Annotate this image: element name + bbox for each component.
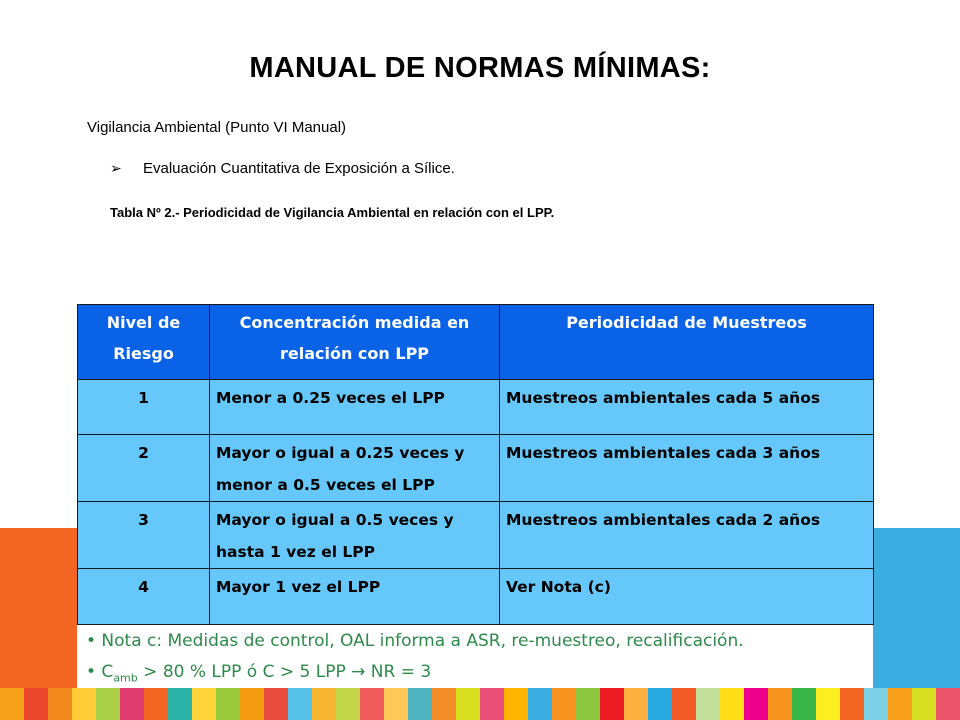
color-stripe xyxy=(192,688,216,720)
color-stripe xyxy=(336,688,360,720)
color-stripe xyxy=(744,688,768,720)
table-row xyxy=(78,502,874,569)
color-stripe xyxy=(552,688,576,720)
color-stripe xyxy=(576,688,600,720)
color-stripe xyxy=(888,688,912,720)
color-stripe xyxy=(384,688,408,720)
color-stripes-footer xyxy=(0,688,960,720)
color-stripe xyxy=(672,688,696,720)
color-stripe xyxy=(264,688,288,720)
arrow-bullet-icon: ➢ xyxy=(110,160,122,176)
note-camb-prefix: • C xyxy=(86,662,114,682)
color-stripe xyxy=(624,688,648,720)
table-row xyxy=(78,380,874,435)
periodicity-cell: Muestreos ambientales cada 5 años xyxy=(500,380,874,435)
color-stripe xyxy=(24,688,48,720)
risk-level-cell: 4 xyxy=(78,569,210,625)
color-stripe xyxy=(48,688,72,720)
color-stripe xyxy=(96,688,120,720)
periodicity-cell: Muestreos ambientales cada 3 años xyxy=(500,435,874,502)
color-stripe xyxy=(312,688,336,720)
color-stripe xyxy=(120,688,144,720)
slide-title: MANUAL DE NORMAS MÍNIMAS: xyxy=(249,52,711,84)
color-stripe xyxy=(408,688,432,720)
risk-table-container xyxy=(77,304,873,624)
color-stripe xyxy=(480,688,504,720)
color-stripe xyxy=(72,688,96,720)
color-stripe xyxy=(168,688,192,720)
note-c: • Nota c: Medidas de control, OAL informa a ASR, re-muestreo, recalificación. xyxy=(86,631,744,651)
color-stripe xyxy=(216,688,240,720)
bullet-text: Evaluación Cuantitativa de Exposición a Sílice. xyxy=(143,160,455,177)
concentration-cell: Mayor o igual a 0.25 veces y menor a 0.5 veces el LPP xyxy=(210,435,500,502)
note-camb xyxy=(86,662,431,684)
color-stripe xyxy=(936,688,960,720)
slide-subtitle: Vigilancia Ambiental (Punto VI Manual) xyxy=(87,119,347,136)
color-stripe xyxy=(912,688,936,720)
color-stripe xyxy=(768,688,792,720)
note-camb-subscript: amb xyxy=(113,671,138,685)
blue-background-band xyxy=(873,528,960,688)
color-stripe xyxy=(528,688,552,720)
risk-table xyxy=(77,304,874,625)
color-stripe xyxy=(240,688,264,720)
table-row xyxy=(78,569,874,625)
color-stripe xyxy=(864,688,888,720)
color-stripe xyxy=(456,688,480,720)
color-stripe xyxy=(720,688,744,720)
header-periodicidad: Periodicidad de Muestreos xyxy=(500,305,874,380)
color-stripe xyxy=(504,688,528,720)
risk-level-cell: 1 xyxy=(78,380,210,435)
color-stripe xyxy=(816,688,840,720)
table-row xyxy=(78,435,874,502)
table-caption: Tabla Nº 2.- Periodicidad de Vigilancia Ambiental en relación con el LPP. xyxy=(110,205,555,220)
note-camb-text: > 80 % LPP ó C > 5 LPP → NR = 3 xyxy=(137,662,432,682)
table-header-row xyxy=(78,305,874,380)
risk-level-cell: 3 xyxy=(78,502,210,569)
color-stripe xyxy=(696,688,720,720)
color-stripe xyxy=(792,688,816,720)
periodicity-cell: Muestreos ambientales cada 2 años xyxy=(500,502,874,569)
color-stripe xyxy=(432,688,456,720)
color-stripe xyxy=(600,688,624,720)
color-stripe xyxy=(144,688,168,720)
color-stripe xyxy=(360,688,384,720)
color-stripe xyxy=(288,688,312,720)
concentration-cell: Menor a 0.25 veces el LPP xyxy=(210,380,500,435)
header-nivel-riesgo: Nivel de Riesgo xyxy=(78,305,210,380)
header-concentracion: Concentración medida en relación con LPP xyxy=(210,305,500,380)
concentration-cell: Mayor o igual a 0.5 veces y hasta 1 vez el LPP xyxy=(210,502,500,569)
color-stripe xyxy=(840,688,864,720)
concentration-cell: Mayor 1 vez el LPP xyxy=(210,569,500,625)
risk-level-cell: 2 xyxy=(78,435,210,502)
periodicity-cell: Ver Nota (c) xyxy=(500,569,874,625)
color-stripe xyxy=(648,688,672,720)
orange-background-band xyxy=(0,528,77,688)
color-stripe xyxy=(0,688,24,720)
bullet-item xyxy=(110,160,455,177)
